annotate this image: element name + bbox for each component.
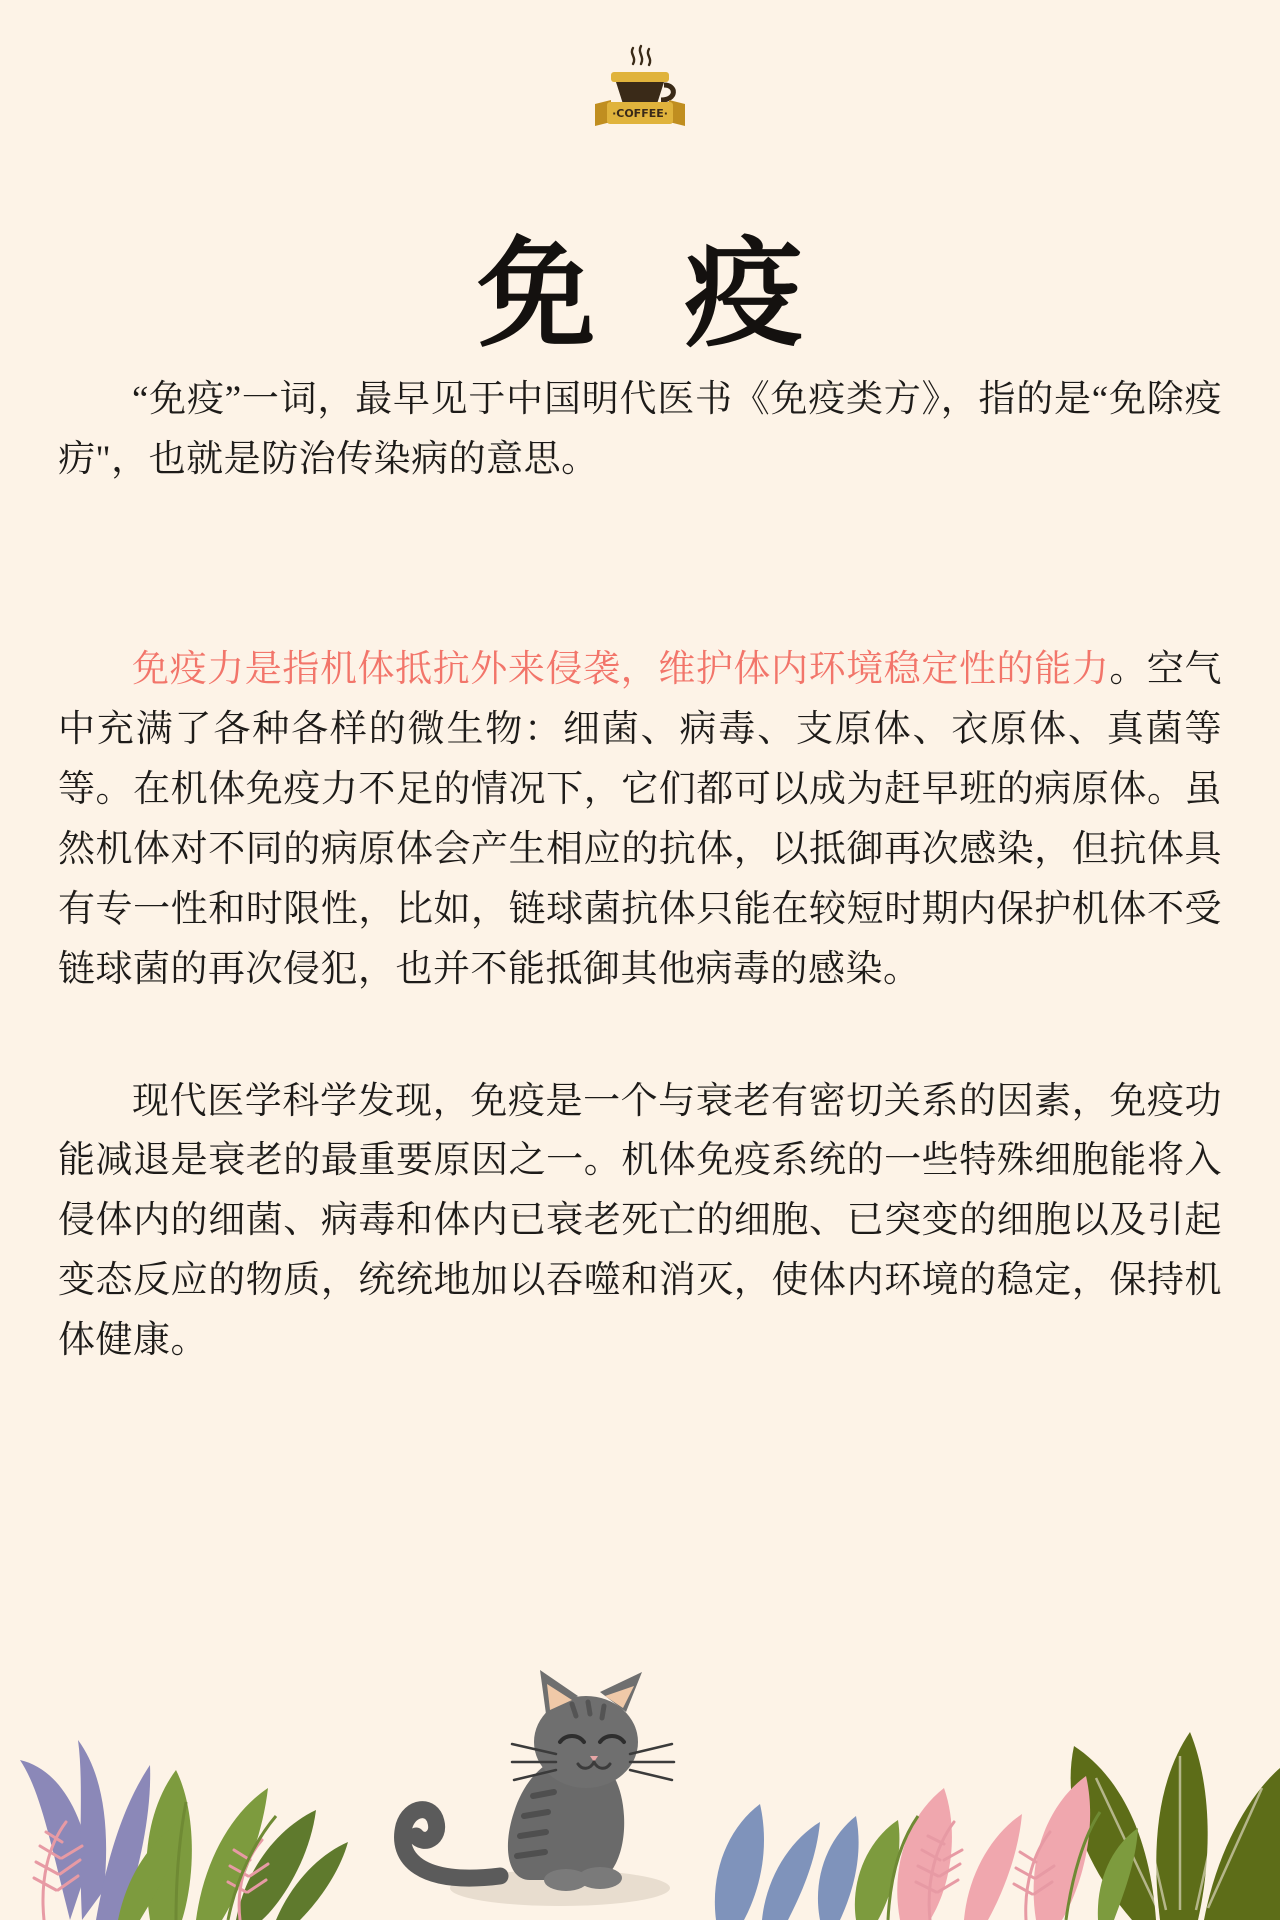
page-title: 免 疫 xyxy=(477,224,827,364)
right-plants-group xyxy=(715,1732,1280,1920)
logo-container xyxy=(0,42,1280,134)
highlighted-text: 免疫力是指机体抵抗外来侵袭，维护体内环境稳定性的能力 xyxy=(132,648,1110,690)
paragraph-text: “免疫”一词，最早见于中国明代医书《免疫类方》，指的是“免除疫疠"，也就是防治传染病的意思。 xyxy=(58,379,1222,480)
coffee-cup-icon xyxy=(585,42,695,134)
paragraph-immunity-power xyxy=(58,640,1222,1000)
paragraph-modern-medicine xyxy=(58,1072,1222,1372)
paragraph-text: 现代医学科学发现，免疫是一个与衰老有密切关系的因素，免疫功能减退是衰老的最重要原因之一。机体免疫系统的一些特殊细胞能将入侵体内的细菌、病毒和体内已衰老死亡的细胞、已突变的细胞以及引起变态反应的物质，统统地加以吞噬和消灭，使体内环境的稳定，保持机体健康。 xyxy=(58,1080,1222,1362)
paragraph-text: 。空气中充满了各种各样的微生物：细菌、病毒、支原体、衣原体、真菌等等。在机体免疫力不足的情况下，它们都可以成为赶早班的病原体。虽然机体对不同的病原体会产生相应的抗体，以抵御再次感染，但抗体具有专一性和时限性，比如，链球菌抗体只能在较短时期内保护机体不受链球菌的再次侵犯，也并不能抵御其他病毒的感染。 xyxy=(58,648,1223,990)
paragraph-definition xyxy=(58,370,1222,490)
paragraph-spacer xyxy=(58,490,1222,640)
paragraph-spacer xyxy=(58,1000,1222,1072)
bottom-illustration xyxy=(0,1590,1280,1920)
svg-text:·COFFEE·: ·COFFEE· xyxy=(612,107,668,120)
article-body xyxy=(58,370,1222,1371)
left-plants-group xyxy=(20,1740,348,1920)
cat-illustration xyxy=(403,1670,674,1906)
